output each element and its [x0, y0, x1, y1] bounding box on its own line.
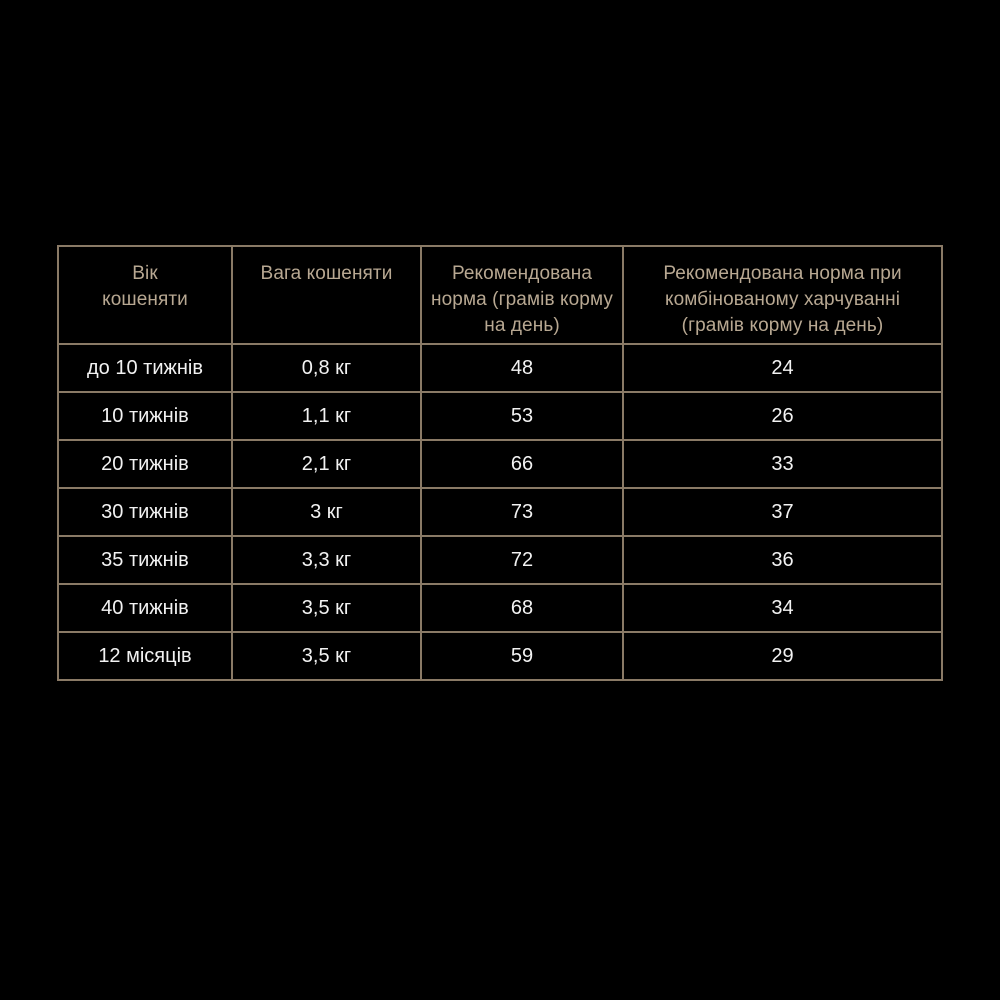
header-combined-norm [623, 246, 942, 344]
header-kitten-weight-label: Вага кошеняти [260, 263, 393, 284]
cell-age: 40 тижнів [58, 584, 232, 632]
cell-age: 35 тижнів [58, 536, 232, 584]
table-row [58, 632, 942, 680]
cell-combined-norm: 24 [623, 344, 942, 392]
cell-weight: 2,1 кг [232, 440, 421, 488]
cell-norm: 48 [421, 344, 623, 392]
table-row [58, 488, 942, 536]
feeding-table [57, 245, 943, 681]
table-header-row [58, 246, 942, 344]
cell-weight: 3,3 кг [232, 536, 421, 584]
table-row [58, 344, 942, 392]
cell-weight: 3,5 кг [232, 632, 421, 680]
cell-combined-norm: 33 [623, 440, 942, 488]
cell-norm: 66 [421, 440, 623, 488]
cell-weight: 3,5 кг [232, 584, 421, 632]
cell-combined-norm: 29 [623, 632, 942, 680]
cell-combined-norm: 26 [623, 392, 942, 440]
cell-combined-norm: 34 [623, 584, 942, 632]
cell-norm: 73 [421, 488, 623, 536]
cell-age: 20 тижнів [58, 440, 232, 488]
cell-norm: 59 [421, 632, 623, 680]
header-combined-norm-label: Рекомендована норма при комбінованому харчуванні (грамів корму на день) [663, 263, 902, 336]
table-row [58, 584, 942, 632]
cell-age: до 10 тижнів [58, 344, 232, 392]
cell-norm: 53 [421, 392, 623, 440]
cell-combined-norm: 37 [623, 488, 942, 536]
table-row [58, 440, 942, 488]
cell-weight: 0,8 кг [232, 344, 421, 392]
header-recommended-norm-label: Рекомендована норма (грамів корму на день) [431, 263, 613, 336]
cell-age: 30 тижнів [58, 488, 232, 536]
cell-age: 12 місяців [58, 632, 232, 680]
header-kitten-weight [232, 246, 421, 344]
header-kitten-age [58, 246, 232, 344]
table-row [58, 536, 942, 584]
cell-weight: 3 кг [232, 488, 421, 536]
cell-norm: 68 [421, 584, 623, 632]
cell-norm: 72 [421, 536, 623, 584]
header-kitten-age-label: Вік кошеняти [102, 263, 188, 310]
cell-weight: 1,1 кг [232, 392, 421, 440]
header-recommended-norm [421, 246, 623, 344]
cell-combined-norm: 36 [623, 536, 942, 584]
table-row [58, 392, 942, 440]
cell-age: 10 тижнів [58, 392, 232, 440]
